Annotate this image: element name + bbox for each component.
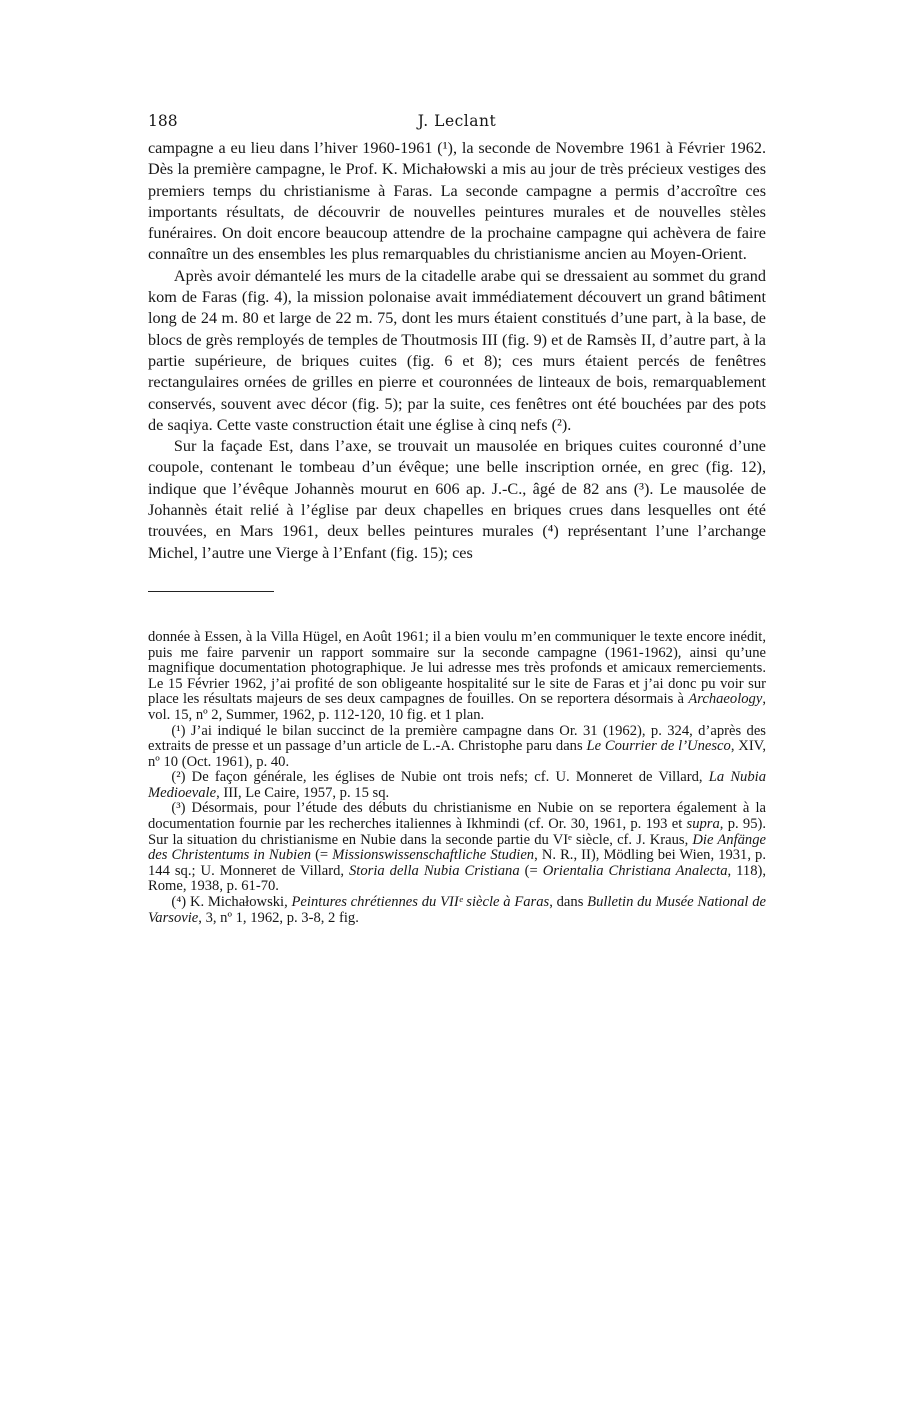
footnote-1: (¹) J’ai indiqué le bilan succinct de la première campagne dans Or. 31 (1962), p. 324, d’après des extraits de presse et un passage d’un article de L.-A. Christophe paru dans Le Courrier de l’Unesco, XIV, nº 10 (Oct. 1961), p. 40.	[148, 722, 766, 770]
series-title: Missionswissenschaftliche Studien	[332, 847, 535, 864]
footnote-marker: (⁴)	[171, 894, 187, 911]
publication-title: Le Courrier de l’Unesco	[586, 738, 731, 755]
latin-term: supra	[686, 816, 720, 833]
page-number: 188	[148, 112, 178, 130]
footnote-continued: donnée à Essen, à la Villa Hügel, en Août 1961; il a bien voulu m’en communiquer le texte encore inédit, puis me faire parvenir un rapport sommaire sur la seconde campagne (1961-1962), ainsi qu’une magnifique documentation photographique. Je lui adresse mes très profonds et amicaux remerciements. Le 15 Février 1962, j’ai profité de son obligeante hospitalité sur le site de Faras et j’ai donc pu voir sur place les résultats majeurs de ses deux campagnes de fouilles. On se reportera désormais à Archaeology, vol. 15, nº 2, Summer, 1962, p. 112-120, 10 fig. et 1 plan.	[148, 628, 766, 723]
footnote-marker: (²)	[171, 769, 186, 786]
footnotes	[148, 630, 766, 926]
body-text	[148, 138, 766, 564]
series-title: Orientalia Christiana Analecta	[542, 862, 728, 879]
journal-title: Bulletin du Musée National de Varsovie	[148, 894, 766, 926]
running-title: J. Leclant	[417, 112, 497, 130]
page	[148, 112, 766, 926]
publication-title: Peintures chrétiennes du VIIᵉ siècle à Faras	[291, 894, 550, 911]
running-head	[148, 112, 766, 138]
paragraph: Après avoir démantelé les murs de la citadelle arabe qui se dressaient au sommet du grand kom de Faras (fig. 4), la mission polonaise avait immédiatement découvert un grand bâtiment long de 24 m. 80 et large de 22 m. 75, dont les murs étaient constitués d’une part, à la base, de blocs de grès remployés de temples de Thoutmosis III (fig. 9) et de Ramsès II, d’autre part, à la partie supérieure, de briques cuites (fig. 6 et 8); ces murs étaient percés de fenêtres rectangulaires ornées de grilles en pierre et couronnées de linteaux de bois, remarquablement conservés, souvent avec décor (fig. 5); par la suite, ces fenêtres ont été bouchées par des pots de saqiya. Cette vaste construction était une église à cinq nefs (²).	[148, 266, 766, 434]
paragraph: Sur la façade Est, dans l’axe, se trouvait un mausolée en briques cuites couronné d’une coupole, contenant le tombeau d’un évêque; une belle inscription ornée, en grec (fig. 12), indique que l’évêque Johannès mourut en 606 ap. J.-C., âgé de 82 ans (³). Le mausolée de Johannès était relié à l’église par deux chapelles en briques crues dans lesquelles ont été trouvées, en Mars 1961, deux belles peintures murales (⁴) représentant l’une l’archange Michel, l’autre une Vierge à l’Enfant (fig. 15); ces	[148, 437, 766, 562]
publication-title: La Nubia Medioevale	[148, 769, 766, 801]
footnote-4: (⁴) K. Michałowski, Peintures chrétiennes du VIIᵉ siècle à Faras, dans Bulletin du Musée National de Varsovie, 3, nº 1, 1962, p. 3-8, 2 fig.	[148, 894, 766, 926]
journal-title: Archaeology	[688, 691, 763, 708]
footnote-marker: (³)	[171, 800, 186, 817]
publication-title: Die Anfänge des Christentums in Nubien	[148, 831, 766, 864]
footnote-marker: (¹)	[171, 722, 186, 739]
footnote-3: (³) Désormais, pour l’étude des débuts du christianisme en Nubie on se reportera également à la documentation fournie par les recherches italiennes à Ikhmindi (cf. Or. 30, 1961, p. 193 et supra, p. 95). Sur la situation du christianisme en Nubie dans la seconde partie du VIᵉ siècle, cf. J. Kraus, Die Anfänge des Christentums in Nubien (= Missionswissenschaftliche Studien, N. R., II), Mödling bei Wien, 1931, p. 144 sq.; U. Monneret de Villard, Storia della Nubia Cristiana (= Orientalia Christiana Analecta, 118), Rome, 1938, p. 61-70.	[148, 800, 767, 895]
footnote-2: (²) De façon générale, les églises de Nubie ont trois nefs; cf. U. Monneret de Villard, La Nubia Medioevale, III, Le Caire, 1957, p. 15 sq.	[148, 769, 766, 801]
paragraph: campagne a eu lieu dans l’hiver 1960-1961 (¹), la seconde de Novembre 1961 à Février 1962. Dès la première campagne, le Prof. K. Michałowski a mis au jour de très précieux vestiges des premiers temps du christianisme à Faras. La seconde campagne a permis d’accroître ces importants résultats, de découvrir de nouvelles peintures murales et de nouvelles stèles funéraires. On doit encore beaucoup attendre de la prochaine campagne qui achèvera de faire connaître un des ensembles les plus remarquables du christianisme ancien au Moyen-Orient.	[148, 139, 766, 264]
footnote-rule	[148, 591, 274, 592]
publication-title: Storia della Nubia Cristiana	[349, 862, 520, 879]
